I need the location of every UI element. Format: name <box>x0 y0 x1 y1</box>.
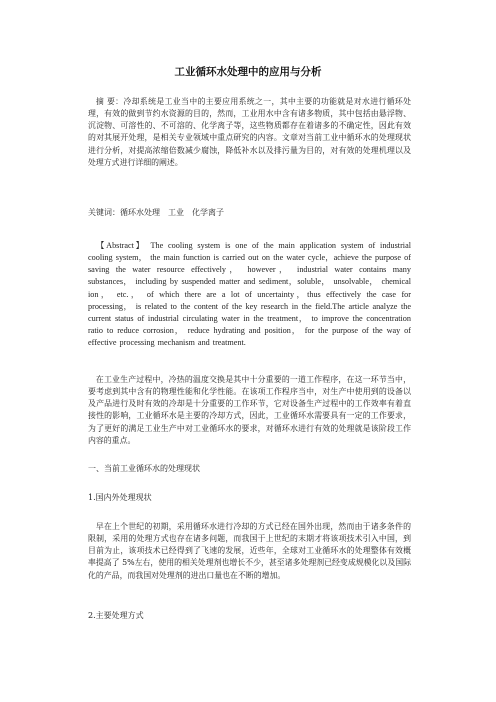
subsection-2-heading: 2.主要处理方式 <box>88 611 144 620</box>
english-abstract: 【Abstract】 The cooling system is one of the main application system of industrial cooling system， the main function is carried out on the water cycle，achieve the purpose of saving the water resource effectively， however， industrial water contains many substances， including by suspended matter and sediment，soluble， unsolvable， chemical ion， etc.， of which there are a lot of uncertainty，thus effectively the case for processing， is related to the content of the key research in the field.The article analyze the current status of industrial circulating water in the treatment， to improve the concentration ratio to reduce corrosion， reduce hydrating and position， for the purpose of the way of effective processing mechanism and treatment. <box>88 241 411 348</box>
chinese-keywords: 关键词：循环水处理 工业 化学离子 <box>88 208 224 217</box>
section-1-heading: 一、当前工业循环水的处理现状 <box>88 464 200 473</box>
subsection-1-heading: 1.国内外处理现状 <box>88 493 152 502</box>
introduction-paragraph: 在工业生产过程中，冷热的温度交换是其中十分重要的一道工作程序，在这一环节当中，要考虑到其中含有的物理性能和化学性能。在该项工作程序当中，对生产中使用到的设备以及产品进行及时有效的冷却是十分重要的工作环节，它对设备生产过程中的工作效率有着直接性的影响，工业循环水是主要的冷却方式，因此，工业循环水需要具有一定的工作要求，为了更好的满足工业生产中对工业循环水的要求，对循环水进行有效的处理就是该阶段工作内容的重点。 <box>88 375 411 445</box>
chinese-abstract: 摘 要：冷却系统是工业当中的主要应用系统之一，其中主要的功能就是对水进行循环处理，有效的做到节约水资源的目的，然而，工业用水中含有诸多物质，其中包括由悬浮物、沉淀物、可溶性的、不可溶的、化学离子等，这些物质都存在着诸多的不确定性，因此有效的对其展开处理，是相关专业领域中重点研究的内容。文章对当前工业中循环水的处理现状进行分析，对提高浓缩倍数减少腐蚀，降低补水以及排污量为目的，对有效的处理机理以及处理方式进行详细的阐述。 <box>88 97 411 167</box>
document-title: 工业循环水处理中的应用与分析 <box>174 66 322 78</box>
subsection-1-text: 早在上个世纪的初期，采用循环水进行冷却的方式已经在国外出现，然而由于诸多条件的限制，采用的处理方式也存在诸多问题，而我国于上世纪的末期才将该项技术引入中国，到目前为止，该项技术已经得到了飞速的发展，近些年，全球对工业循环水的处理整体有效概率提高了 5%左右，使用的相关处理剂也增长不少，甚至诸多处理剂已经变成规模化以及国际化的产品，而我国对处理剂的进出口量也在不断的增加。 <box>88 522 411 580</box>
